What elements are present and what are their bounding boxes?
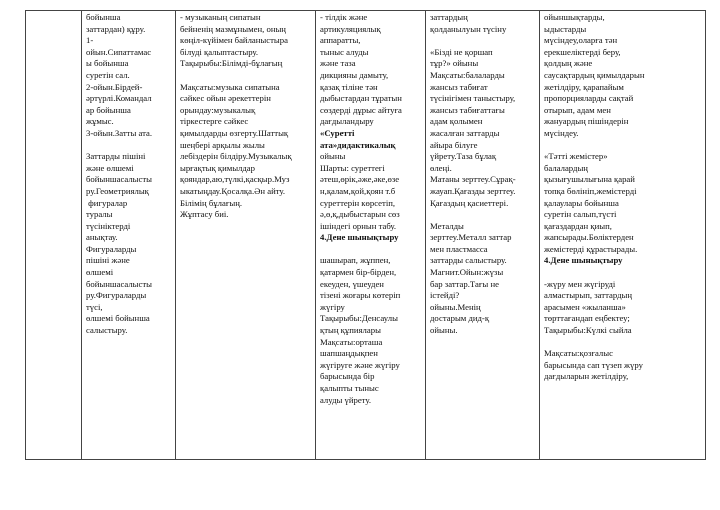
- text-line: заттардан) құру.: [86, 23, 146, 34]
- text-line: түсі,: [86, 301, 103, 312]
- text-line: мүсіндеу.: [544, 127, 579, 138]
- text-line: ар бойынша: [86, 104, 131, 115]
- text-line: 2-ойын.Бірдей-: [86, 81, 143, 92]
- text-line: шапшаңдықпен: [320, 348, 378, 359]
- text-line: қызығушылығына қарай: [544, 174, 635, 185]
- text-line: - тілдік және: [320, 12, 368, 22]
- table-cell-speech-pe: [316, 11, 426, 460]
- text-line: суреттерін көрсетіп,: [320, 197, 396, 208]
- text-line: «Тәтті жемістер»: [544, 151, 608, 162]
- text-line: пропорцияларды сақтай: [544, 93, 634, 104]
- text-line: - музыканың сипатын: [180, 12, 261, 22]
- text-line: қтың құпиялары: [320, 325, 381, 336]
- text-line: Мақсаты:қозғалыс: [544, 348, 613, 359]
- text-line: бейненің мазмұнымен, оның: [180, 23, 286, 34]
- text-line: жүгіру: [320, 301, 345, 312]
- paragraph-gap: [86, 140, 172, 152]
- text-line: түсініктерді: [86, 220, 131, 231]
- text-line: көңіл-күйімен байланыстыра: [180, 35, 288, 46]
- text-line: тізені жоғары көтеріп: [320, 290, 401, 301]
- text-line: Мақсаты:музыка сипатына: [180, 81, 280, 92]
- text-line: суретін сал.: [86, 69, 130, 80]
- text-line: ру.Геометриялық: [86, 185, 149, 196]
- text-line: -жүру мен жүгіруді: [544, 278, 616, 289]
- text-line: дағдыландыру: [320, 116, 374, 127]
- text-line: ойыны.Менің: [430, 301, 481, 312]
- text-line: жүгіруге және жүгіру: [320, 359, 400, 370]
- text-line: Тақырыбы:Күлкі сыйла: [544, 325, 632, 336]
- text-line: ерекшеліктерді беру,: [544, 46, 621, 57]
- table-cell-nature: [426, 11, 540, 460]
- paragraph-gap: [430, 209, 536, 221]
- text-line: жансыз табиғаттағы: [430, 104, 505, 115]
- text-line: дағдыларын жетілдіру,: [544, 371, 629, 382]
- text-line: зерттеу.Металл заттар: [430, 232, 512, 243]
- text-line: сәйкес ойын әрекеттерін: [180, 93, 271, 104]
- paragraph-gap: [320, 244, 422, 256]
- text-line: бар заттар.Тағы не: [430, 278, 499, 289]
- text-line: шашырап, жұппен,: [320, 255, 391, 266]
- text-line: қояндар,аю,түлкі,қасқыр.Муз: [180, 174, 290, 185]
- text-line: бойыншасалысты: [86, 278, 153, 289]
- text-line: Жұптасу биі.: [180, 209, 229, 220]
- text-line: артикуляциялық: [320, 23, 381, 34]
- text-line: Мақсаты:балаларды: [430, 69, 505, 80]
- text-line: тыныс алуды: [320, 46, 369, 57]
- text-line: жетілдіру, қарапайым: [544, 81, 624, 92]
- text-line: ойын.Сипаттамас: [86, 46, 152, 57]
- text-line: Тақырыбы:Денсаулы: [320, 313, 398, 324]
- text-line: жапсырады.Бөліктерден: [544, 232, 634, 243]
- text-line: сөздерді дұрыс айтуға: [320, 104, 402, 115]
- text-line: төрттағандап еңбектеу;: [544, 313, 630, 324]
- text-line: отырып, адам мен: [544, 104, 611, 115]
- text-line: балалардың: [544, 162, 588, 173]
- text-line: шеңбері арқылы жылы: [180, 139, 265, 150]
- text-line: қолданылуын түсіну: [430, 23, 507, 34]
- text-line: ішіндегі орнын табу.: [320, 220, 397, 231]
- text-line: 1-: [86, 35, 94, 46]
- text-line: дыбыстардан тұратын: [320, 93, 402, 104]
- table-row: [26, 11, 706, 460]
- text-line: Білімің бұлағың.: [180, 197, 243, 208]
- text-line: салыстыру.: [86, 325, 128, 336]
- text-line: заттарды салыстыру.: [430, 255, 507, 266]
- text-line: жауап.Қағазды зерттеу.: [430, 185, 516, 196]
- bold-text-line: 4.Дене шынықтыру: [544, 255, 623, 266]
- text-line: және таза: [320, 58, 356, 69]
- text-line: Заттарды пішіні: [86, 151, 146, 162]
- lesson-plan-table: [25, 10, 706, 460]
- text-line: өлеңі.: [430, 162, 452, 173]
- text-line: мен пластмасса: [430, 243, 488, 254]
- table-cell-music: [176, 11, 316, 460]
- text-line: бойынша: [86, 12, 121, 22]
- paragraph-gap: [544, 140, 702, 152]
- text-line: Тақырыбы:Білімді-бұлағың: [180, 58, 283, 69]
- text-line: лебіздерін білдіру.Музыкалық: [180, 151, 292, 162]
- text-line: ырғақтық қимылдар: [180, 162, 256, 173]
- text-line: білуді қалыптастыру.: [180, 46, 259, 57]
- text-line: заттардың: [430, 12, 468, 22]
- bold-text-line: ата»дидактикалық: [320, 139, 396, 150]
- text-line: ыдыстарды: [544, 23, 587, 34]
- text-line: фигуралар: [86, 197, 128, 208]
- text-line: тіркестерге сәйкес: [180, 116, 249, 127]
- text-line: н,қалам,қой,қоян т.б: [320, 185, 396, 196]
- text-line: айыра білуге: [430, 139, 478, 150]
- text-line: Фигураларды: [86, 243, 137, 254]
- text-line: бойыншасалысты: [86, 174, 153, 185]
- text-line: жануардың пішіндерін: [544, 116, 629, 127]
- text-line: өлшемі бойынша: [86, 313, 150, 324]
- text-line: анықтау.: [86, 232, 118, 243]
- text-line: туралы: [86, 209, 113, 220]
- text-line: ойыншықтарды,: [544, 12, 605, 22]
- bold-text-line: «Суретті: [320, 127, 355, 138]
- text-line: Мақсаты:орташа: [320, 336, 383, 347]
- paragraph-gap: [430, 35, 536, 47]
- text-line: жансыз табиғат: [430, 81, 488, 92]
- text-line: және өлшемі: [86, 162, 134, 173]
- bold-text-line: 4.Дене шынықтыру: [320, 232, 399, 243]
- text-line: қалыпты тыныс: [320, 383, 379, 393]
- text-line: жемістерді құрастырады.: [544, 243, 638, 254]
- text-line: ыкатыңдау.Қосалқа.Ән айту.: [180, 185, 286, 196]
- text-line: алмастырып, заттардың: [544, 290, 632, 301]
- text-line: мүсіндеу,оларға тән: [544, 35, 618, 46]
- text-line: суретін салып,түсті: [544, 209, 617, 220]
- text-line: қолдың және: [544, 58, 593, 69]
- paragraph-gap: [544, 267, 702, 279]
- text-line: Металды: [430, 220, 464, 231]
- text-line: ойыны: [320, 151, 346, 162]
- text-line: қазақ тіліне тән: [320, 81, 378, 92]
- text-line: жасалған заттарды: [430, 127, 500, 138]
- paragraph-gap: [544, 337, 702, 349]
- text-line: «Бізді не қоршап: [430, 46, 493, 57]
- text-line: арасымен «жыланша»: [544, 301, 626, 312]
- text-line: екеуден, үшеуден: [320, 278, 384, 289]
- text-line: 3-ойын.Затты ата.: [86, 127, 153, 138]
- text-line: Қағаздың қасиеттері.: [430, 197, 509, 208]
- text-line: үйрету.Таза бұлақ: [430, 151, 497, 162]
- text-line: істейді?: [430, 290, 460, 301]
- text-line: топқа бөлініп,жемістерді: [544, 185, 637, 196]
- text-line: тұр?» ойыны: [430, 58, 479, 69]
- text-line: жұмыс.: [86, 116, 114, 127]
- text-line: қағаздардан қиып,: [544, 220, 612, 231]
- text-line: достарым дид-қ: [430, 313, 490, 324]
- text-line: адам қолымен: [430, 116, 483, 127]
- text-line: ру.Фигураларды: [86, 290, 147, 301]
- text-line: қимылдарды өзгерту.Шаттық: [180, 127, 289, 138]
- paragraph-gap: [180, 70, 312, 82]
- text-line: ы бойынша: [86, 58, 129, 69]
- text-line: әртүрлі.Командал: [86, 93, 152, 104]
- text-line: барысында бір: [320, 371, 375, 382]
- text-line: дикцияны дамыту,: [320, 69, 389, 80]
- text-line: пішіні және: [86, 255, 130, 266]
- text-line: Шарты: суреттегі: [320, 162, 385, 173]
- text-line: әтеш,өрік,әже,әке,өзе: [320, 174, 400, 185]
- text-line: қатармен бір-бірден,: [320, 267, 397, 278]
- table-cell-modeling-pe: [540, 11, 706, 460]
- text-line: ойыны.: [430, 325, 458, 336]
- text-line: ә,ө,қ,дыбыстарын сөз: [320, 209, 400, 220]
- text-line: қалаулары бойынша: [544, 197, 619, 208]
- table-cell-empty: [26, 11, 82, 460]
- text-line: саусақтардың қимылдарын: [544, 69, 645, 80]
- text-line: аппаратты,: [320, 35, 361, 46]
- text-line: Матаны зерттеу.Сұрақ-: [430, 174, 516, 185]
- text-line: Магнит.Ойын:жүзы: [430, 267, 504, 278]
- text-line: өлшемі: [86, 267, 114, 278]
- text-line: алуды үйрету.: [320, 394, 372, 405]
- table-cell-math: [82, 11, 176, 460]
- text-line: барысында сап түзеп жүру: [544, 359, 643, 370]
- text-line: орындау:музыкалық: [180, 104, 256, 115]
- text-line: түсінігімен таныстыру,: [430, 93, 516, 104]
